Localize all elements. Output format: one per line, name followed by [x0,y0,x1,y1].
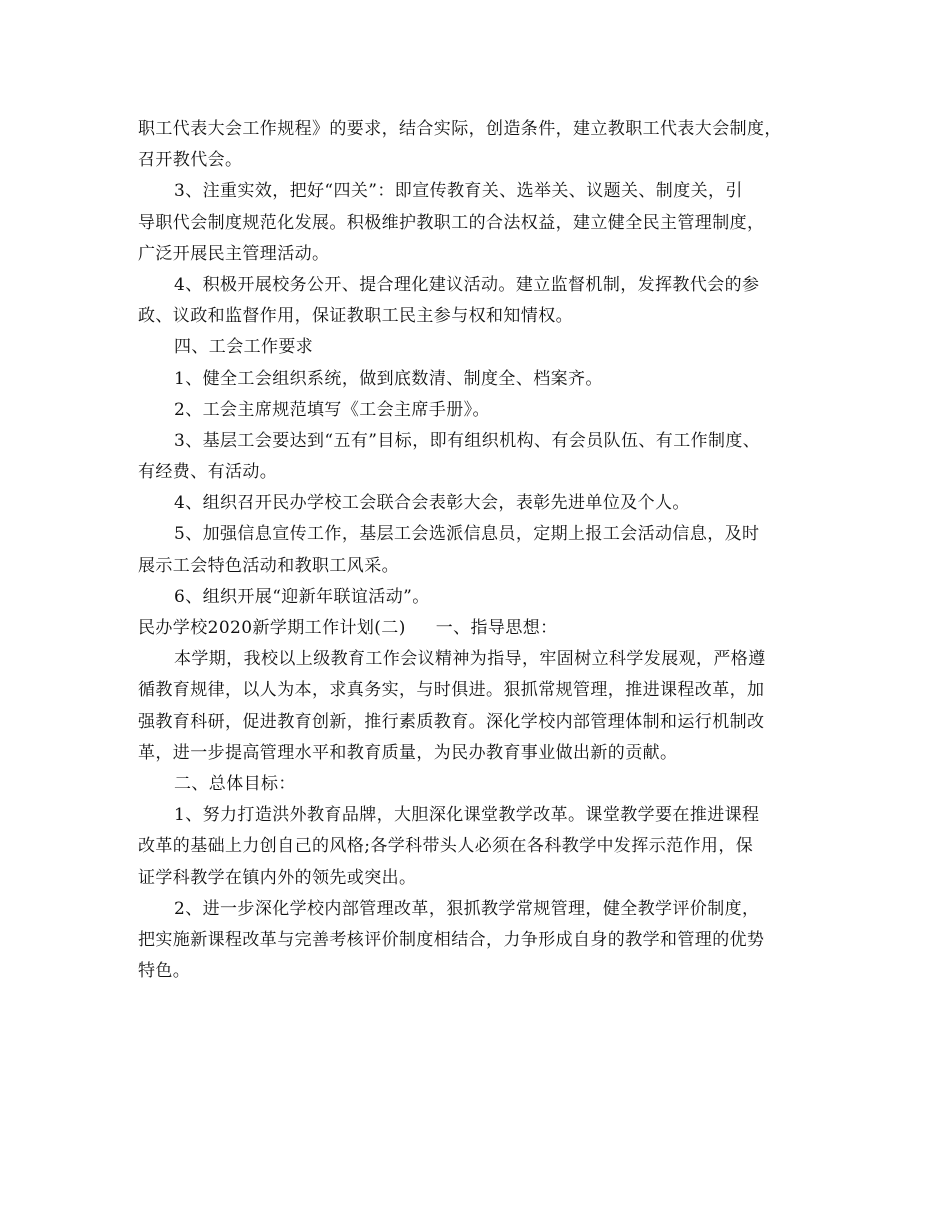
text-line: 展示工会特色活动和教职工风采。 [138,555,399,576]
text-line: 把实施新课程改革与完善考核评价制度相结合，力争形成自身的教学和管理的优势 [138,929,765,950]
text-line: 有经费、有活动。 [138,462,278,483]
section-heading: 四、工会工作要求 [174,337,314,358]
text-line: 1、健全工会组织系统，做到底数清、制度全、档案齐。 [174,368,603,389]
text-line: 职工代表大会工作规程》的要求，结合实际，创造条件，建立教职工代表大会制度， [138,119,782,139]
text-line: 政、议政和监督作用，保证教职工民主参与权和知情权。 [138,306,573,327]
text-line: 证学科教学在镇内外的领先或突出。 [138,867,417,888]
plan-heading-line [138,613,828,644]
text-line: 特色。 [138,961,191,982]
section-heading: 二、总体目标： [174,773,296,794]
text-line: 2、进一步深化学校内部管理改革，狠抓教学常规管理，健全教学评价制度， [174,898,760,919]
text-line: 革，进一步提高管理水平和教育质量，为民办教育事业做出新的贡献。 [138,742,678,763]
text-line: 1、努力打造洪外教育品牌，大胆深化课堂教学改革。课堂教学要在推进课程 [174,805,760,826]
text-line: 强教育科研，促进教育创新，推行素质教育。深化学校内部管理体制和运行机制改 [138,711,765,732]
text-line: 4、组织召开民办学校工会联合会表彰大会，表彰先进单位及个人。 [174,493,690,514]
text-line: 5、加强信息宣传工作，基层工会选派信息员，定期上报工会活动信息，及时 [174,524,760,545]
text-line: 6、组织开展“迎新年联谊活动”。 [174,586,430,607]
document-body [138,114,828,987]
text-line: 广泛开展民主管理活动。 [138,243,330,264]
text-line: 循教育规律，以人为本，求真务实，与时俱进。狠抓常规管理，推进课程改革，加 [138,680,765,701]
text-line: 3、注重实效，把好“四关”：即宣传教育关、选举关、议题关、制度关，引 [174,181,743,202]
text-line: 导职代会制度规范化发展。积极维护教职工的合法权益，建立健全民主管理制度， [138,212,765,233]
text-line: 改革的基础上力创自己的风格;各学科带头人必须在各科教学中发挥示范作用，保 [138,836,754,857]
text-line: 4、积极开展校务公开、提合理化建议活动。建立监督机制，发挥教代会的参 [174,274,760,295]
text-line: 3、基层工会要达到“五有”目标，即有组织机构、有会员队伍、有工作制度、 [174,430,761,451]
text-line: 2、工会主席规范填写《工会主席手册》。 [174,399,490,420]
text-line: 本学期，我校以上级教育工作会议精神为指导，牢固树立科学发展观，严格遵 [174,649,766,670]
plan-title: 民办学校2020新学期工作计划(二) [138,618,406,638]
text-line: 召开教代会。 [138,150,243,171]
section-heading: 一、指导思想： [435,618,558,638]
